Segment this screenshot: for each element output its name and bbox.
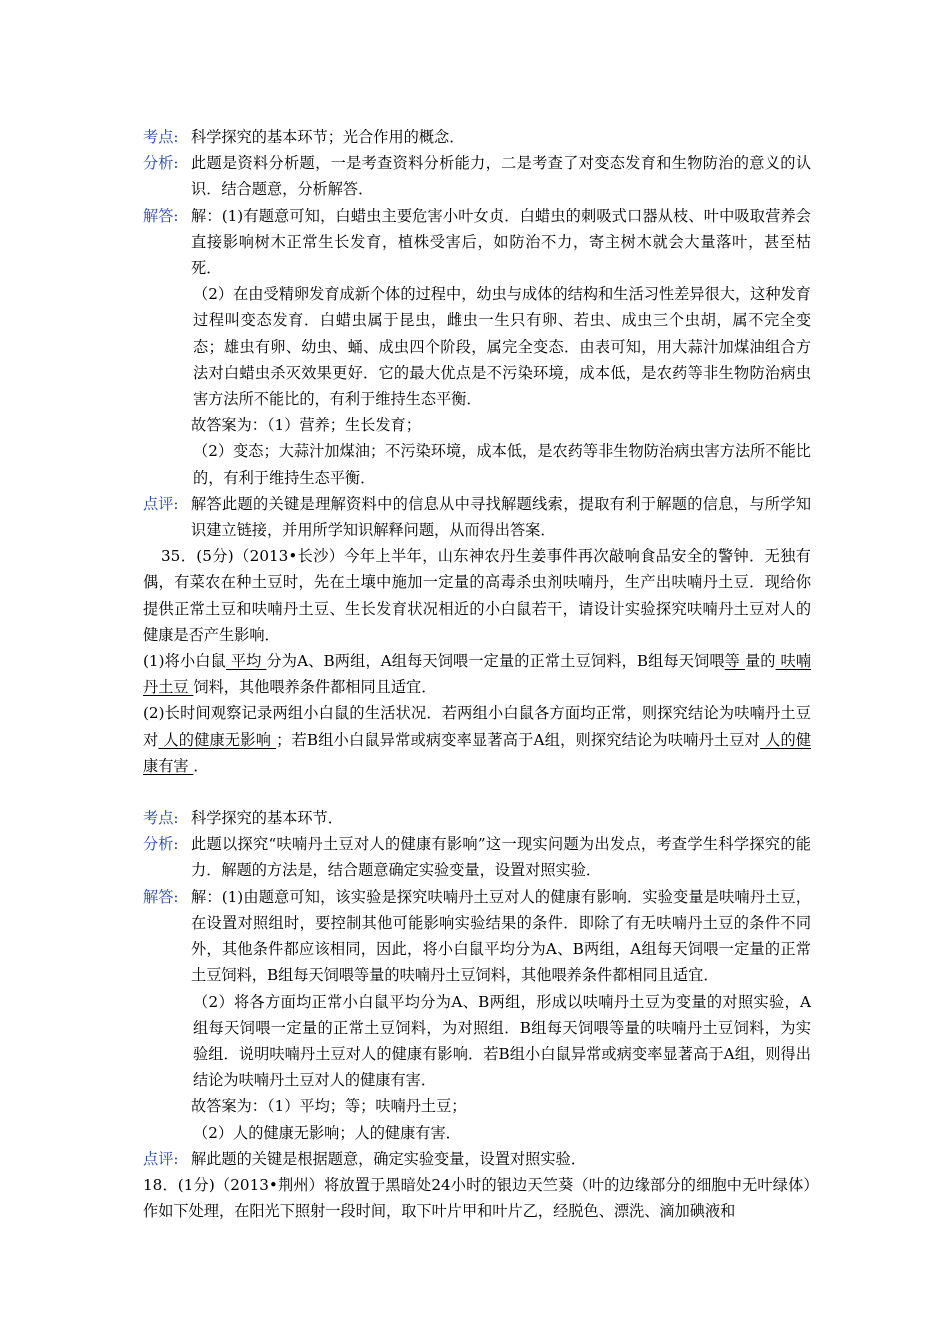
document-page [143,124,811,1224]
dianping-text: 解此题的关键是根据题意，确定实验变量，设置对照实验． [191,1149,586,1168]
text-span: ． [193,756,209,775]
text-span: (2)长时间观察记录两组小白鼠的生活状况．若两组小白鼠各方面均正常，则探究结论为呋喃丹土豆对 [143,704,811,749]
dianping-label: 点评: [143,494,179,513]
jieda-text [191,203,811,491]
jieda-block [143,884,811,1146]
text-span: 分为A、B两组，A组每天饲喂一定量的正常土豆饲料，B组每天饲喂 [266,652,725,671]
fenxi-block [143,831,811,883]
kaodian-text: 科学探究的基本环节． [191,809,343,828]
text-span: 饲料，其他喂养条件都相同且适宜． [193,678,437,697]
dianping-block [143,491,811,543]
answer-blank: 呋喃丹土豆 [143,652,812,697]
fenxi-text: 此题以探究“呋喃丹土豆对人的健康有影响”这一现实问题为出发点，考查学生科学探究的能力．解题的方法是，结合题意确定实验变量，设置对照实验． [191,835,811,880]
text-span: 量的 [744,652,776,671]
answer-blank: 人的健康有害 [143,730,812,775]
fenxi-label: 分析: [143,154,179,173]
spacer [143,779,811,805]
dianping-block [143,1146,811,1172]
text-span: ；若B组小白鼠异常或病变率显著高于A组，则探究结论为呋喃丹土豆对 [276,730,761,749]
fenxi-text: 此题是资料分析题，一是考查资料分析能力，二是考查了对变态发育和生物防治的意义的认识．结合题意，分析解答． [191,154,811,199]
kaodian-block [143,124,811,150]
question-part-2 [143,700,811,779]
question-part-1 [143,648,811,700]
kaodian-label: 考点: [143,809,179,828]
question-stem: 18．(1分)（2013•荆州）将放置于黑暗处24小时的银边天竺葵（叶的边缘部分的细胞中无叶绿体）作如下处理，在阳光下照射一段时间，取下叶片甲和叶片乙，经脱色、漂洗、滴加碘液和 [143,1175,811,1221]
text-span: (1)将小白鼠 [143,652,226,671]
jieda-paragraph: 解：(1)有题意可知，白蜡虫主要危害小叶女贞．白蜡虫的刺吸式口器从枝、叶中吸取营养会直接影响树木正常生长发育，植株受害后，如防治不力，寄主树木就会大量落叶，甚至枯死． [191,206,811,278]
answer-line: （2）人的健康无影响；人的健康有害． [193,1123,461,1142]
question-stem: 35．(5分)（2013•长沙）今年上半年，山东神农丹生姜事件再次敲响食品安全的警钟．无独有偶，有菜农在种土豆时，先在土壤中施加一定量的高毒杀虫剂呋喃丹，生产出呋喃丹土豆．现给你提供正常土豆和呋喃丹土豆、生长发育状况相近的小白鼠若干，请设计实验探究呋喃丹土豆对人的健康是否产生影响． [143,547,811,644]
kaodian-block [143,805,811,831]
answer-blank: 平均 [225,652,267,671]
question-18 [143,1172,811,1224]
kaodian-label: 考点: [143,128,179,146]
jieda-label: 解答: [143,206,179,225]
jieda-paragraph: 解：(1)由题意可知，该实验是探究呋喃丹土豆对人的健康有影响．实验变量是呋喃丹土豆，在设置对照组时，要控制其他可能影响实验结果的条件．即除了有无呋喃丹土豆的条件不同外，其他条件都应该相同，因此，将小白鼠平均分为A、B两组，A组每天饲喂一定量的正常土豆饲料，B组每天饲喂等量的呋喃丹土豆饲料，其他喂养条件都相同且适宜． [191,887,811,985]
dianping-label: 点评: [143,1149,179,1168]
jieda-paragraph: （2）将各方面均正常小白鼠平均分为A、B两组，形成以呋喃丹土豆为变量的对照实验，A组每天饲喂一定量的正常土豆饲料，为对照组．B组每天饲喂等量的呋喃丹土豆饲料，为实验组．说明呋喃丹土豆对人的健康有影响．若B组小白鼠异常或病变率显著高于A组，则得出结论为呋喃丹土豆对人的健康有害． [193,992,811,1090]
answer-line: 故答案为：（1）营养；生长发育； [191,416,421,435]
fenxi-block [143,150,811,202]
question-35 [143,543,811,779]
answer-line: 故答案为：（1）平均；等；呋喃丹土豆； [191,1097,467,1116]
answer-blank: 人的健康无影响 [158,730,277,749]
jieda-text [191,884,811,1146]
jieda-label: 解答: [143,887,179,906]
fenxi-label: 分析: [143,835,179,854]
kaodian-text: 科学探究的基本环节；光合作用的概念． [191,128,465,146]
dianping-text: 解答此题的关键是理解资料中的信息从中寻找解题线索，提取有利于解题的信息，与所学知识建立链接，并用所学知识解释问题，从而得出答案． [191,494,811,540]
answer-line: （2）变态；大蒜汁加煤油；不污染环境，成本低，是农药等非生物防治病虫害方法所不能比的，有利于维持生态平衡． [193,442,811,487]
jieda-block [143,203,811,491]
answer-blank: 等 [724,652,745,671]
jieda-paragraph: （2）在由受精卵发育成新个体的过程中，幼虫与成体的结构和生活习性差异很大，这种发育过程叫变态发育．白蜡虫属于昆虫，雌虫一生只有卵、若虫、成虫三个虫胡，属不完全变态；雄虫有卵、幼虫、蛹、成虫四个阶段，属完全变态．由表可知，用大蒜汁加煤油组合方法对白蜡虫杀灭效果更好．它的最大优点是不污染环境，成本低，是农药等非生物防治病虫害方法所不能比的，有利于维持生态平衡． [193,285,811,409]
